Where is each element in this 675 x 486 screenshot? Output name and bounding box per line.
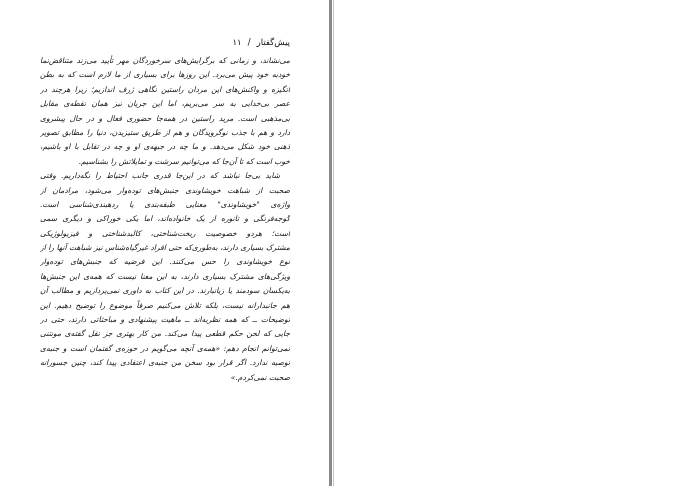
text-line: هم جانبدارانه نیست، بلکه تلاش می‌کنیم صرفاً موضوع را توضیح دهیم. این bbox=[40, 300, 290, 310]
text-line: جایی که لحن حکم قطعی پیدا می‌کند. من کار بهتری جز نقل گفته‌ی مونتنی bbox=[40, 329, 290, 339]
text-line: مشترک بسیاری دارند، به‌طوری‌که حتی افراد غیرگیاه‌شناس نیز شباهت آنها را از bbox=[40, 243, 290, 253]
right-page-blank bbox=[334, 0, 675, 486]
text-line: به‌یکسان سودمند یا زیانبارند. در این کتاب به داوری نمی‌پردازیم و مطالب آن bbox=[40, 286, 290, 296]
text-line: می‌نشاند، و زمانی که برگرایش‌های سرخوردگان مهر تأیید می‌زند متناقض‌نما bbox=[40, 56, 290, 65]
text-line: توصیه ندارد. اگر قرار بود سخن من جنبه‌ی اعتقادی پیدا کند، چنین جسورانه bbox=[40, 358, 290, 368]
text-line: خودبه خود پیش می‌برد. این روزها برای بسیاری از ما لازم است که به بطن bbox=[40, 70, 290, 80]
text-line: صحبت از شباهت خویشاوندی جنبش‌های توده‌وار می‌شود، مرادمان از bbox=[40, 185, 290, 195]
text-line: دارد و هم با جذب نوگرویدگان و هم از طریق ستیزیدن، دنیا را مطابق تصویر bbox=[40, 127, 290, 137]
text-line: عصر بی‌خدایی به سر می‌بریم، اما این جریان نیز همان نقطه‌ی مقابل bbox=[40, 99, 290, 109]
body-text bbox=[40, 54, 290, 385]
text-line: انگیزه و واکنش‌های این مردان راستین نگاهی ژرف اندازیم؛ زیرا هرچند در bbox=[40, 84, 290, 94]
running-head-separator: / bbox=[247, 38, 251, 48]
text-line: نوع خویشاوندی را حس می‌کنند. این فرضیه که جنبش‌های توده‌وار bbox=[40, 257, 290, 267]
text-line: نمی‌توانم انجام دهم: «همه‌ی آنچه می‌گویم در حوزه‌ی گفتمان است و جنبه‌ی bbox=[40, 343, 290, 353]
text-line: بی‌مذهبی است. مرید راستین در همه‌جا حضوری فعال و در حال پیشروی bbox=[40, 113, 290, 123]
text-line: توضیحات ــ که همه نظریه‌اند ــ ماهیت پیشنهادی و مباحثاتی دارند، حتی در bbox=[40, 315, 290, 325]
text-line: خوب است که تا آن‌جا که می‌توانیم سرشت و تمایلاتش را بشناسیم. bbox=[78, 156, 290, 166]
running-head-section: پیش‌گفتار bbox=[256, 38, 290, 48]
running-head bbox=[40, 36, 290, 50]
text-line: ویژگی‌های مشترک بسیاری دارند، به این معنا نیست که همه‌ی این جنبش‌ها bbox=[40, 271, 290, 281]
text-line: است؛ هردو خصوصیت ریخت‌شناختی، کالبدشناختی و فیزیولوژیکی bbox=[40, 228, 290, 238]
page-number: ۱۱ bbox=[232, 38, 242, 48]
left-page bbox=[0, 0, 329, 486]
book-gutter bbox=[329, 0, 332, 486]
text-line: صحبت نمی‌کردم.» bbox=[230, 372, 290, 382]
text-line: واژه‌ی "خویشاوندی" معنایی طبقه‌بندی یا ردهبندی‌شناسی است. bbox=[40, 199, 290, 209]
text-line: شاید بی‌جا نباشد که در این‌جا قدری جانب احتیاط را نگه‌داریم. وقتی bbox=[40, 171, 280, 181]
text-line: ذهنی خود شکل می‌دهد. و ما چه در جبهه‌ی او و چه در تقابل با او باشیم، bbox=[40, 142, 290, 152]
text-line: گوجه‌فرنگی و تانوره از یک خانواده‌اند، اما یکی خوراکی و دیگری سمی bbox=[40, 214, 290, 224]
